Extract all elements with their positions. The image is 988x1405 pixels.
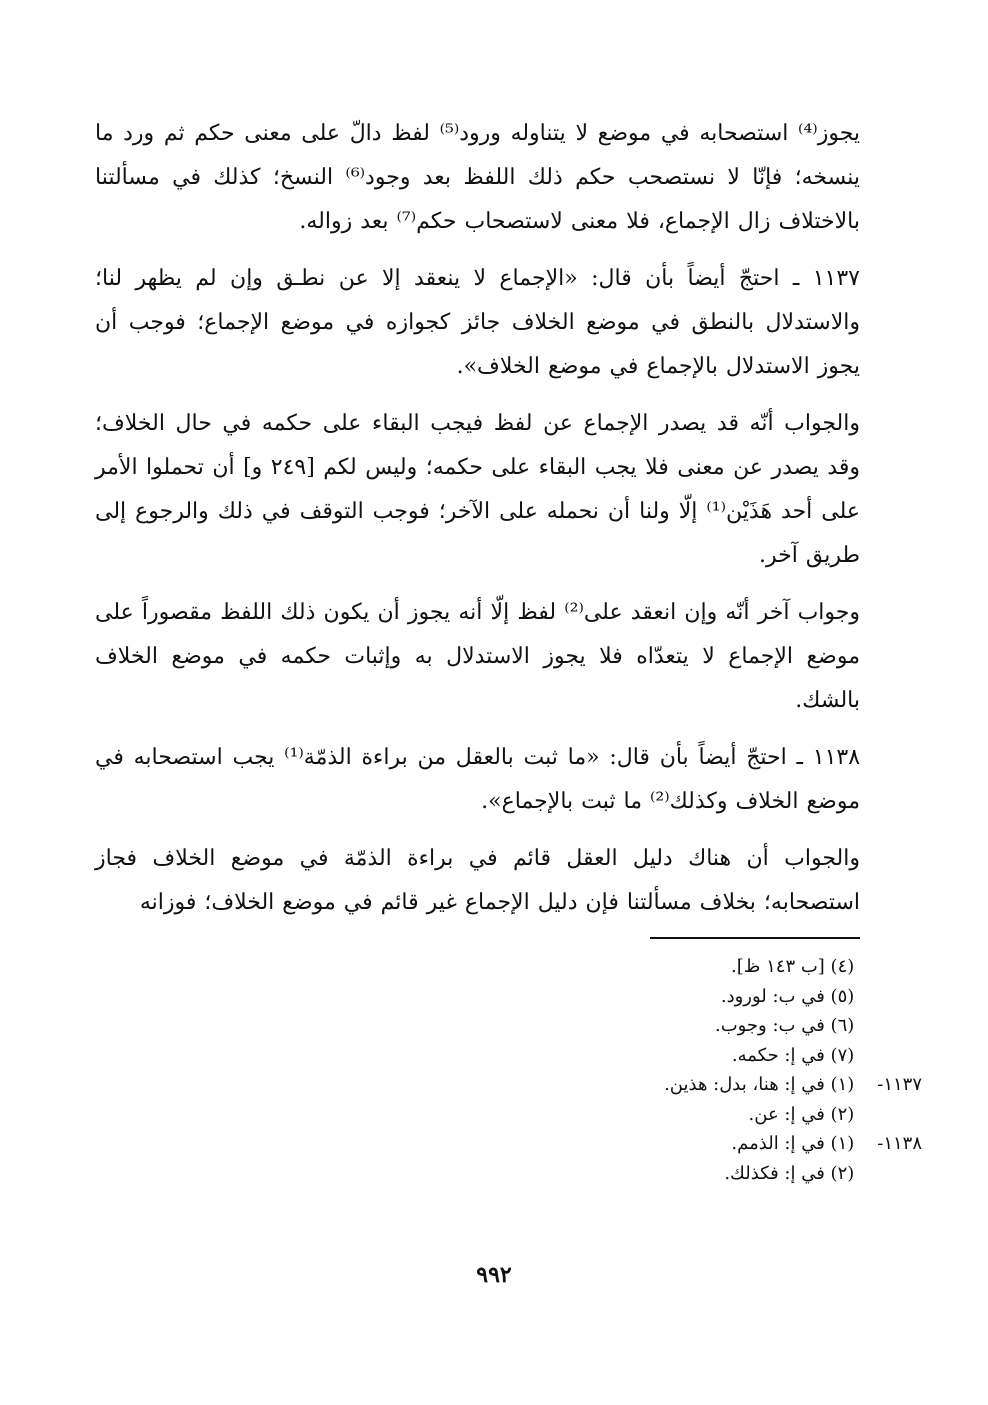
footnote-item bbox=[422, 1100, 922, 1130]
footnote-text: (٢) في إ: عن. bbox=[748, 1103, 855, 1125]
footnote-text: (٢) في إ: فكذلك. bbox=[724, 1162, 855, 1184]
footnotes bbox=[422, 952, 922, 1188]
page-number: ٩٩٢ bbox=[476, 1262, 512, 1288]
footnote-text: (٤) [ب ١٤٣ ظ]. bbox=[730, 956, 855, 977]
paragraph-5: ١١٣٨ ـ احتجّ أيضاً بأن قال: «ما ثبت بالعقل من براءة الذمّة⁽¹⁾ يجب استصحابه في موضع الخلاف وكذلك⁽²⁾ ما ثبت بالإجماع». bbox=[95, 745, 861, 814]
footnote-item bbox=[422, 1011, 922, 1041]
footnote-item bbox=[422, 1129, 922, 1159]
footnote-item bbox=[422, 1041, 922, 1071]
footnote-text: (٧) في إ: حكمه. bbox=[731, 1044, 855, 1066]
footnote-text: (١) في إ: الذمم. bbox=[731, 1133, 855, 1154]
footnote-item bbox=[422, 1070, 922, 1100]
footnote-group-number: ١١٣٨- bbox=[877, 1133, 922, 1154]
paragraph-2: ١١٣٧ ـ احتجّ أيضاً بأن قال: «الإجماع لا ينعقد إلا عن نطـق وإن لم يظهر لنا؛ والاستدلال بالنطق في موضع الخلاف جائز كجوازه في موضع الإجماع؛ فوجب أن يجوز الاستدلال بالإجماع في موضع الخلاف». bbox=[95, 266, 860, 379]
footnote-item bbox=[422, 982, 922, 1012]
paragraph-3: والجواب أنّه قد يصدر الإجماع عن لفظ فيجب البقاء على حكمه في حال الخلاف؛ وقد يصدر عن معنى فلا يجب البقاء على حكمه؛ وليس لكم [٢٤٩ و] أن تحملوا الأمر على أحد هَذَيْن⁽¹⁾ إلّا ولنا أن نحمله على الآخر؛ فوجب التوقف في ذلك والرجوع إلى طريق آخر. bbox=[95, 411, 860, 568]
footnote-text: (٥) في ب: لورود. bbox=[720, 985, 855, 1007]
footnote-group-number: ١١٣٧- bbox=[877, 1074, 922, 1095]
footnote-item bbox=[422, 1159, 922, 1189]
footnote-text: (١) في إ: هنا، بدل: هذين. bbox=[664, 1074, 855, 1095]
main-text bbox=[95, 112, 860, 938]
footnote-text: (٦) في ب: وجوب. bbox=[714, 1015, 855, 1036]
paragraph-6: والجواب أن هناك دليل العقل قائم في براءة الذمّة في موضع الخلاف فجاز استصحابه؛ بخلاف مسألتنا فإن دليل الإجماع غير قائم في موضع الخلاف؛ فوزانه bbox=[95, 846, 860, 915]
footnote-divider bbox=[650, 937, 860, 939]
footnote-item bbox=[422, 952, 922, 982]
paragraph-4: وجواب آخر أنّه وإن انعقد على⁽²⁾ لفظ إلّا أنه يجوز أن يكون ذلك اللفظ مقصوراً على موضع الإجماع لا يتعدّاه فلا يجوز الاستدلال به وإثبات حكمه في موضع الخلاف بالشك. bbox=[95, 600, 861, 713]
paragraph-1: يجوز⁽⁴⁾ استصحابه في موضع لا يتناوله ورود⁽⁵⁾ لفظ دالّ على معنى حكم ثم ورد ما ينسخه؛ فإنّا لا نستصحب حكم ذلك اللفظ بعد وجود⁽⁶⁾ النسخ؛ كذلك في مسألتنا بالاختلاف زال الإجماع، فلا معنى لاستصحاب حكم⁽⁷⁾ بعد زواله. bbox=[95, 121, 861, 234]
